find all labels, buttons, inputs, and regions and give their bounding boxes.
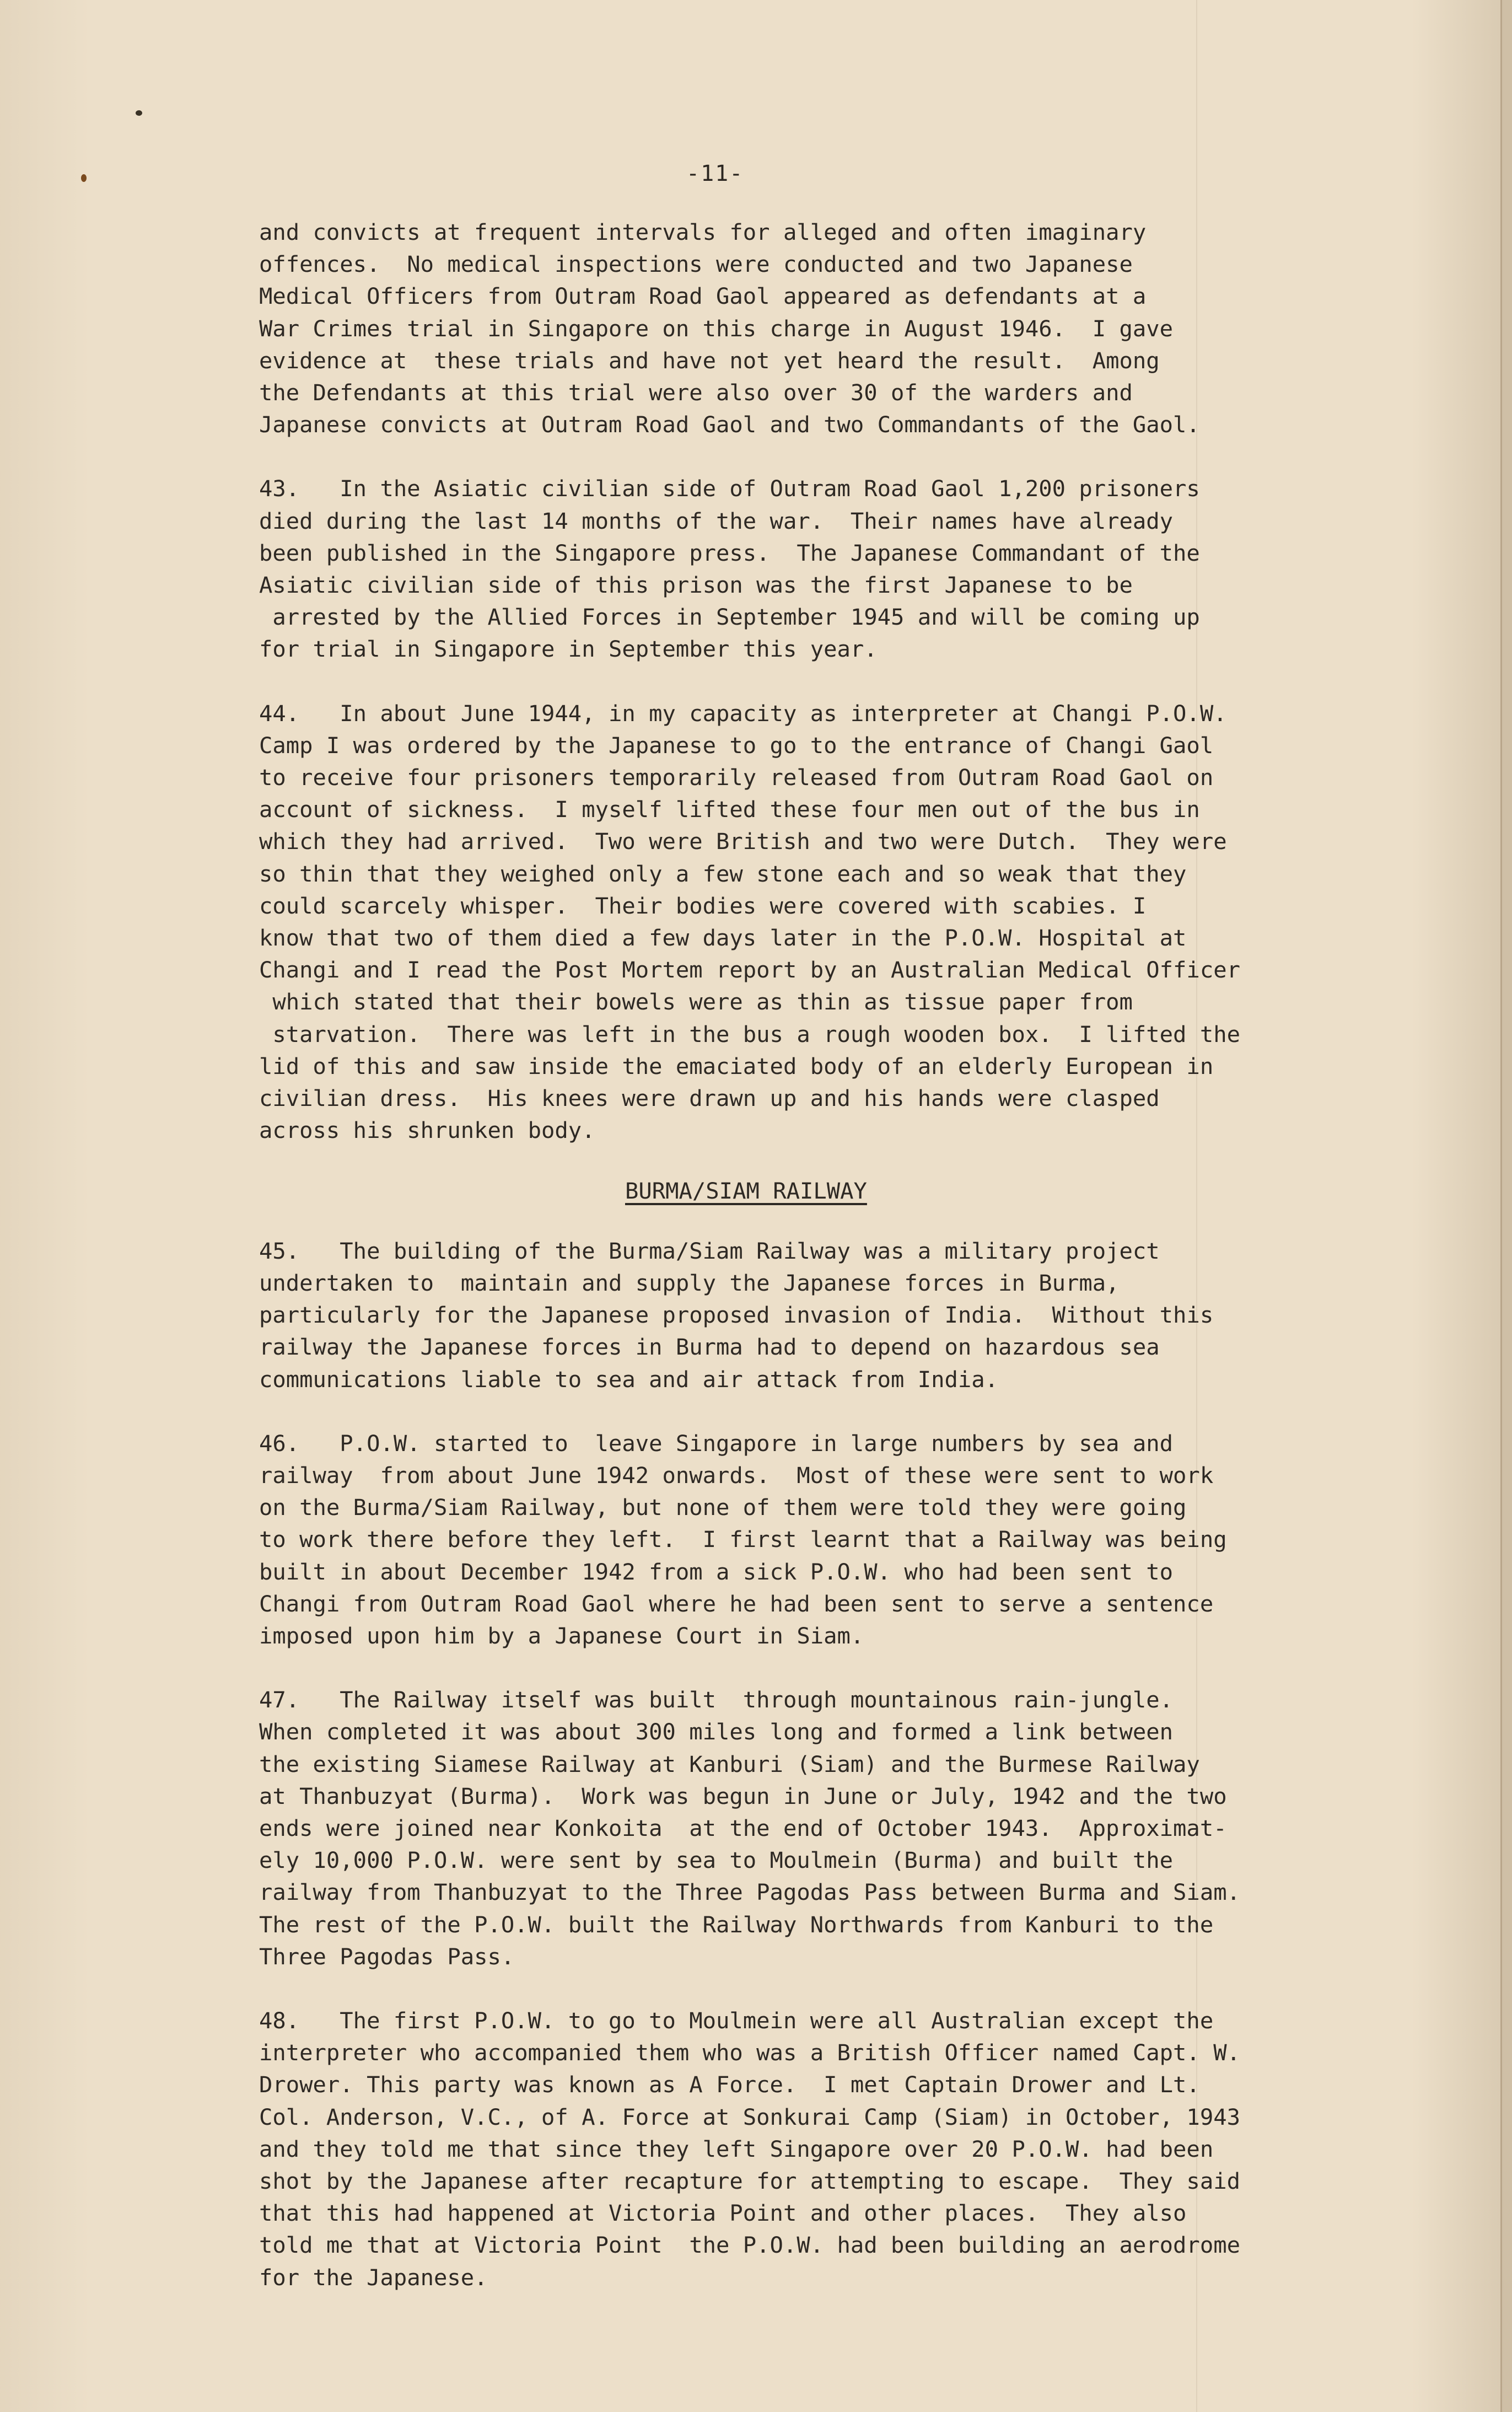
paragraph-47 [259, 1684, 1428, 1973]
text-line: and they told me that since they left Singapore over 20 P.O.W. had been [259, 2135, 1214, 2162]
text-line: account of sickness. I myself lifted these four men out of the bus in [259, 796, 1200, 823]
text-line: that this had happened at Victoria Point and other places. They also [259, 2200, 1187, 2227]
section-heading-text: BURMA/SIAM RAILWAY [625, 1178, 867, 1205]
text-line: so thin that they weighed only a few stone each and so weak that they [259, 860, 1187, 887]
text-line: and convicts at frequent intervals for alleged and often imaginary [259, 219, 1147, 245]
text-line: 46. P.O.W. started to leave Singapore in large numbers by sea and [259, 1430, 1174, 1457]
text-line: 44. In about June 1944, in my capacity as interpreter at Changi P.O.W. [259, 700, 1227, 727]
text-line: Drower. This party was known as A Force. I met Captain Drower and Lt. [259, 2071, 1200, 2098]
text-line: which stated that their bowels were as thin as tissue paper from [259, 989, 1133, 1016]
text-line: offences. No medical inspections were conducted and two Japanese [259, 251, 1133, 278]
text-line: the existing Siamese Railway at Kanburi (Siam) and the Burmese Railway [259, 1750, 1200, 1777]
text-line: imposed upon him by a Japanese Court in Siam. [259, 1622, 864, 1649]
text-line: Japanese convicts at Outram Road Gaol and two Commandants of the Gaol. [259, 411, 1200, 438]
text-line: ely 10,000 P.O.W. were sent by sea to Moulmein (Burma) and built the [259, 1847, 1174, 1874]
text-line: Asiatic civilian side of this prison was the first Japanese to be [259, 572, 1133, 599]
paragraph-48 [259, 2005, 1428, 2293]
paragraph-45 [259, 1235, 1428, 1395]
text-line: lid of this and saw inside the emaciated body of an elderly European in [259, 1052, 1214, 1079]
paragraph-43 [259, 472, 1428, 665]
text-line: civilian dress. His knees were drawn up and his hands were clasped [259, 1085, 1160, 1112]
paper-edge [1500, 0, 1512, 2412]
section-heading [259, 1175, 1428, 1207]
page-number: -11- [686, 161, 744, 186]
text-line: on the Burma/Siam Railway, but none of them were told they were going [259, 1494, 1187, 1521]
text-line: 45. The building of the Burma/Siam Railway was a military project [259, 1237, 1160, 1264]
text-line: 43. In the Asiatic civilian side of Outram Road Gaol 1,200 prisoners [259, 475, 1200, 502]
text-line: undertaken to maintain and supply the Japanese forces in Burma, [259, 1269, 1120, 1296]
text-line: Medical Officers from Outram Road Gaol appeared as defendants at a [259, 283, 1147, 310]
text-line: When completed it was about 300 miles long and formed a link between [259, 1718, 1174, 1745]
text-line: railway from Thanbuzyat to the Three Pagodas Pass between Burma and Siam. [259, 1879, 1240, 1906]
text-line: know that two of them died a few days later in the P.O.W. Hospital at [259, 925, 1187, 952]
text-line: to work there before they left. I first learnt that a Railway was being [259, 1526, 1227, 1553]
text-line: arrested by the Allied Forces in September 1945 and will be coming up [259, 604, 1200, 631]
text-line: for trial in Singapore in September this year. [259, 636, 878, 663]
text-line: evidence at these trials and have not yet heard the result. Among [259, 347, 1160, 374]
text-line: to receive four prisoners temporarily released from Outram Road Gaol on [259, 764, 1214, 791]
ink-spot [81, 174, 87, 182]
text-line: been published in the Singapore press. The Japanese Commandant of the [259, 539, 1200, 566]
text-line: Camp I was ordered by the Japanese to go to the entrance of Changi Gaol [259, 732, 1214, 759]
text-line: Changi from Outram Road Gaol where he had been sent to serve a sentence [259, 1590, 1214, 1617]
text-line: Changi and I read the Post Mortem report by an Australian Medical Officer [259, 957, 1240, 984]
text-line: could scarcely whisper. Their bodies were covered with scabies. I [259, 892, 1147, 919]
document-body [259, 216, 1428, 2325]
text-line: ends were joined near Konkoita at the end of October 1943. Approximat- [259, 1814, 1227, 1841]
text-line: the Defendants at this trial were also over 30 of the warders and [259, 379, 1133, 406]
text-line: which they had arrived. Two were British and two were Dutch. They were [259, 828, 1227, 855]
text-line: at Thanbuzyat (Burma). Work was begun in June or July, 1942 and the two [259, 1782, 1227, 1809]
text-line: across his shrunken body. [259, 1117, 595, 1144]
text-line: Three Pagodas Pass. [259, 1943, 515, 1970]
text-line: for the Japanese. [259, 2264, 488, 2291]
text-line: 48. The first P.O.W. to go to Moulmein were all Australian except the [259, 2007, 1214, 2034]
text-line: The rest of the P.O.W. built the Railway Northwards from Kanburi to the [259, 1911, 1214, 1938]
text-line: built in about December 1942 from a sick P.O.W. who had been sent to [259, 1558, 1174, 1585]
text-line: Col. Anderson, V.C., of A. Force at Sonkurai Camp (Siam) in October, 1943 [259, 2103, 1240, 2130]
paragraph-continued [259, 216, 1428, 441]
text-line: told me that at Victoria Point the P.O.W. had been building an aerodrome [259, 2232, 1240, 2259]
text-line: railway the Japanese forces in Burma had to depend on hazardous sea [259, 1334, 1160, 1361]
text-line: railway from about June 1942 onwards. Most of these were sent to work [259, 1462, 1214, 1489]
text-line: interpreter who accompanied them who was a British Officer named Capt. W. [259, 2039, 1240, 2066]
text-line: died during the last 14 months of the war. Their names have already [259, 507, 1174, 534]
paragraph-46 [259, 1427, 1428, 1652]
paragraph-44 [259, 697, 1428, 1147]
text-line: 47. The Railway itself was built through mountainous rain-jungle. [259, 1686, 1174, 1713]
ink-spot [136, 110, 142, 116]
text-line: War Crimes trial in Singapore on this charge in August 1946. I gave [259, 315, 1174, 342]
text-line: starvation. There was left in the bus a rough wooden box. I lifted the [259, 1020, 1240, 1047]
text-line: shot by the Japanese after recapture for attempting to escape. They said [259, 2167, 1240, 2194]
text-line: communications liable to sea and air attack from India. [259, 1366, 999, 1393]
text-line: particularly for the Japanese proposed invasion of India. Without this [259, 1302, 1214, 1329]
